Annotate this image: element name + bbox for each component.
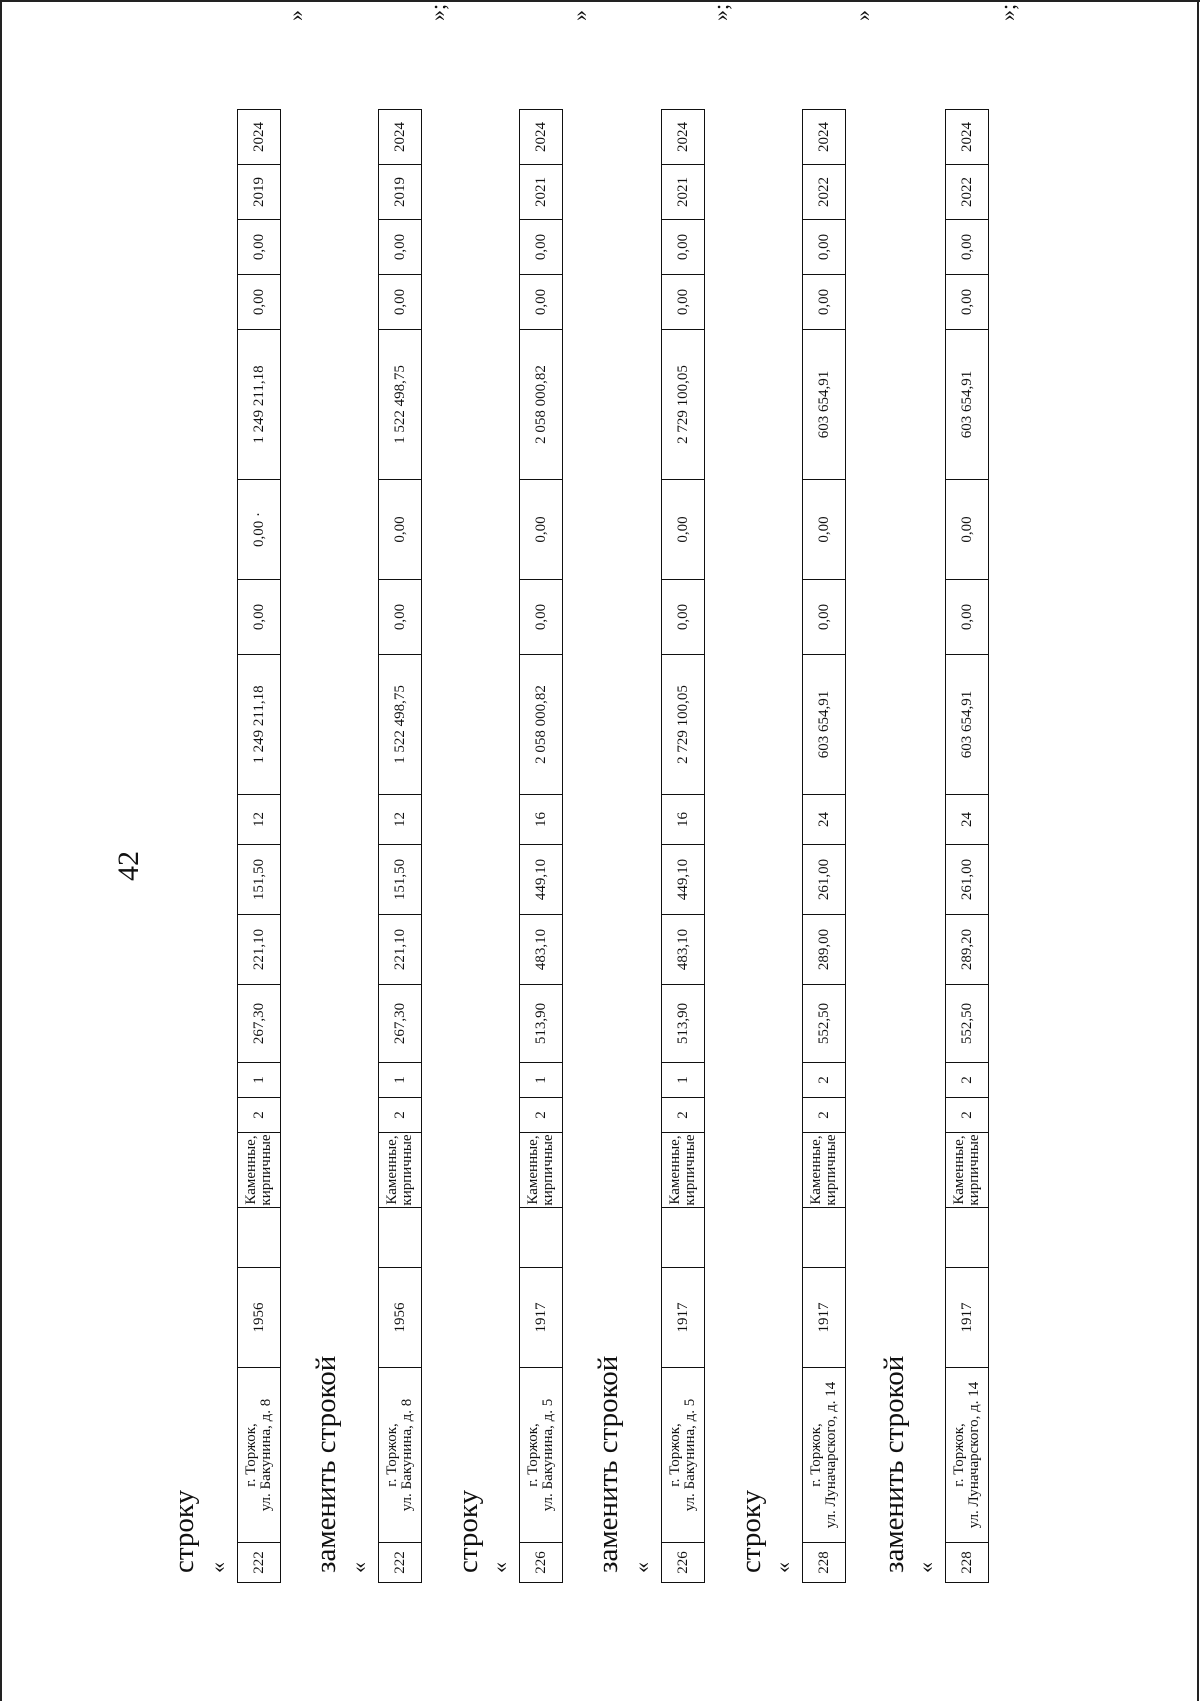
cell-address — [238, 1368, 281, 1543]
cell-owners-funds: 0,00 — [379, 275, 422, 330]
address-line1: г. Торжок, — [525, 1423, 541, 1487]
cell-subject-budget: 0,00 — [662, 480, 705, 580]
cell-living-area: 483,10 — [662, 915, 705, 985]
cell-residents: 24 — [946, 795, 989, 845]
wall-line1: Каменные, — [951, 1135, 967, 1205]
cell-living-area: 221,10 — [238, 915, 281, 985]
cell-living-area: 483,10 — [520, 915, 563, 985]
cell-total-area: 513,90 — [520, 985, 563, 1063]
cell-fund: 0,00 — [662, 580, 705, 655]
wall-line1: Каменные, — [808, 1135, 824, 1205]
open-quote: « — [205, 1562, 230, 1573]
address-line1: г. Торжок, — [667, 1423, 683, 1487]
wall-line1: Каменные, — [384, 1135, 400, 1205]
data-table-row — [519, 109, 563, 1583]
cell-fund: 0,00 — [520, 580, 563, 655]
cell-planned-completion: 2024 — [662, 110, 705, 165]
page-number: 42 — [112, 851, 145, 881]
cell-floors: 2 — [238, 1098, 281, 1133]
cell-total-area: 552,50 — [946, 985, 989, 1063]
cell-wall-material — [662, 1133, 705, 1208]
cell-entrances: 2 — [946, 1063, 989, 1098]
data-table-row — [237, 109, 281, 1583]
cell-living-area-private: 151,50 — [238, 845, 281, 915]
cell-total-area: 267,30 — [379, 985, 422, 1063]
cell-floors: 2 — [803, 1098, 846, 1133]
cell-last-overhaul: 2021 — [662, 165, 705, 220]
cell-entrances: 1 — [238, 1063, 281, 1098]
block-label: строку — [452, 1489, 484, 1573]
cell-other-funds: 0,00 — [520, 220, 563, 275]
cell-last-overhaul: 2022 — [946, 165, 989, 220]
wall-line2: кирпичные — [823, 1134, 839, 1206]
cell-local-budget: 1 522 498,75 — [379, 330, 422, 480]
cell-wall-material — [379, 1133, 422, 1208]
address-line2: ул. Луначарского, д. 14 — [966, 1381, 982, 1529]
cell-living-area: 289,00 — [803, 915, 846, 985]
cell-owners-funds: 0,00 — [946, 275, 989, 330]
cell-address — [520, 1368, 563, 1543]
cell-subject-budget: 0,00 — [520, 480, 563, 580]
open-quote: « — [487, 1562, 512, 1573]
cell-year: 1917 — [803, 1268, 846, 1368]
cell-owners-funds: 0,00 — [238, 275, 281, 330]
cell-subject-budget: 0,00 · — [238, 480, 281, 580]
cell-other-funds: 0,00 — [238, 220, 281, 275]
cell-num: 226 — [662, 1543, 705, 1583]
close-quote: » — [850, 10, 875, 21]
cell-num: 228 — [803, 1543, 846, 1583]
cell-fund: 0,00 — [946, 580, 989, 655]
data-table-row — [378, 109, 422, 1583]
block-label: заменить строкой — [310, 1355, 342, 1573]
cell-planned-completion: 2024 — [238, 110, 281, 165]
wall-line2: кирпичные — [966, 1134, 982, 1206]
close-quote: »; — [708, 3, 733, 21]
cell-address — [946, 1368, 989, 1543]
cell-last-overhaul: 2022 — [803, 165, 846, 220]
cell-year: 1917 — [520, 1268, 563, 1368]
address-line1: г. Торжок, — [384, 1423, 400, 1487]
cell-entrances: 1 — [520, 1063, 563, 1098]
cell-other-funds: 0,00 — [379, 220, 422, 275]
address-line2: ул. Луначарского, д. 14 — [823, 1381, 839, 1529]
address-line1: г. Торжок, — [243, 1423, 259, 1487]
cell-empty — [379, 1208, 422, 1268]
close-quote: »; — [995, 3, 1020, 21]
open-quote: « — [913, 1562, 938, 1573]
cell-entrances: 1 — [379, 1063, 422, 1098]
cell-living-area: 289,20 — [946, 915, 989, 985]
cell-subject-budget: 0,00 — [946, 480, 989, 580]
cell-owners-funds: 0,00 — [520, 275, 563, 330]
wall-line2: кирпичные — [399, 1134, 415, 1206]
cell-empty — [946, 1208, 989, 1268]
cell-num: 228 — [946, 1543, 989, 1583]
cell-local-budget: 2 729 100,05 — [662, 330, 705, 480]
cell-empty — [238, 1208, 281, 1268]
cell-last-overhaul: 2019 — [238, 165, 281, 220]
address-line1: г. Торжок, — [951, 1423, 967, 1487]
cell-residents: 24 — [803, 795, 846, 845]
cell-total-area: 267,30 — [238, 985, 281, 1063]
cell-planned-completion: 2024 — [379, 110, 422, 165]
cell-last-overhaul: 2021 — [520, 165, 563, 220]
cell-total-area: 552,50 — [803, 985, 846, 1063]
close-quote: » — [283, 10, 308, 21]
cell-num: 226 — [520, 1543, 563, 1583]
data-table-row — [802, 109, 846, 1583]
address-line1: г. Торжок, — [808, 1423, 824, 1487]
cell-wall-material — [520, 1133, 563, 1208]
cell-entrances: 1 — [662, 1063, 705, 1098]
cell-floors: 2 — [662, 1098, 705, 1133]
cell-living-area-private: 261,00 — [946, 845, 989, 915]
cell-wall-material — [238, 1133, 281, 1208]
cell-living-area-private: 151,50 — [379, 845, 422, 915]
wall-line1: Каменные, — [243, 1135, 259, 1205]
cell-residents: 16 — [520, 795, 563, 845]
cell-num: 222 — [238, 1543, 281, 1583]
cell-local-budget: 1 249 211,18 — [238, 330, 281, 480]
cell-owners-funds: 0,00 — [662, 275, 705, 330]
cell-living-area-private: 449,10 — [662, 845, 705, 915]
cell-residents: 16 — [662, 795, 705, 845]
address-line2: ул. Бакунина, д. 8 — [258, 1398, 274, 1512]
block-label: заменить строкой — [592, 1355, 624, 1573]
cell-total-cost: 603 654,91 — [946, 655, 989, 795]
cell-year: 1956 — [379, 1268, 422, 1368]
cell-total-cost: 1 249 211,18 — [238, 655, 281, 795]
cell-residents: 12 — [238, 795, 281, 845]
cell-residents: 12 — [379, 795, 422, 845]
wall-line1: Каменные, — [667, 1135, 683, 1205]
cell-local-budget: 603 654,91 — [803, 330, 846, 480]
wall-line2: кирпичные — [682, 1134, 698, 1206]
open-quote: « — [770, 1562, 795, 1573]
cell-last-overhaul: 2019 — [379, 165, 422, 220]
cell-planned-completion: 2024 — [520, 110, 563, 165]
cell-living-area-private: 261,00 — [803, 845, 846, 915]
wall-line1: Каменные, — [525, 1135, 541, 1205]
cell-empty — [520, 1208, 563, 1268]
cell-total-cost: 2 729 100,05 — [662, 655, 705, 795]
close-quote: »; — [425, 3, 450, 21]
cell-other-funds: 0,00 — [803, 220, 846, 275]
cell-total-cost: 2 058 000,82 — [520, 655, 563, 795]
cell-empty — [803, 1208, 846, 1268]
cell-floors: 2 — [379, 1098, 422, 1133]
cell-floors: 2 — [946, 1098, 989, 1133]
cell-year: 1917 — [662, 1268, 705, 1368]
cell-address — [379, 1368, 422, 1543]
cell-address — [803, 1368, 846, 1543]
cell-empty — [662, 1208, 705, 1268]
address-line2: ул. Бакунина, д. 5 — [682, 1398, 698, 1512]
address-line2: ул. Бакунина, д. 5 — [540, 1398, 556, 1512]
cell-fund: 0,00 — [379, 580, 422, 655]
cell-floors: 2 — [520, 1098, 563, 1133]
cell-subject-budget: 0,00 — [379, 480, 422, 580]
cell-address — [662, 1368, 705, 1543]
cell-local-budget: 603 654,91 — [946, 330, 989, 480]
cell-subject-budget: 0,00 — [803, 480, 846, 580]
cell-planned-completion: 2024 — [946, 110, 989, 165]
cell-planned-completion: 2024 — [803, 110, 846, 165]
cell-entrances: 2 — [803, 1063, 846, 1098]
cell-year: 1956 — [238, 1268, 281, 1368]
cell-total-area: 513,90 — [662, 985, 705, 1063]
address-line2: ул. Бакунина, д. 8 — [399, 1398, 415, 1512]
block-label: заменить строкой — [878, 1355, 910, 1573]
cell-living-area-private: 449,10 — [520, 845, 563, 915]
cell-living-area: 221,10 — [379, 915, 422, 985]
data-table-row — [945, 109, 989, 1583]
wall-line2: кирпичные — [258, 1134, 274, 1206]
cell-fund: 0,00 — [803, 580, 846, 655]
wall-line2: кирпичные — [540, 1134, 556, 1206]
open-quote: « — [629, 1562, 654, 1573]
cell-other-funds: 0,00 — [946, 220, 989, 275]
block-label: строку — [735, 1489, 767, 1573]
cell-owners-funds: 0,00 — [803, 275, 846, 330]
cell-other-funds: 0,00 — [662, 220, 705, 275]
cell-wall-material — [946, 1133, 989, 1208]
cell-fund: 0,00 — [238, 580, 281, 655]
cell-local-budget: 2 058 000,82 — [520, 330, 563, 480]
cell-total-cost: 1 522 498,75 — [379, 655, 422, 795]
cell-total-cost: 603 654,91 — [803, 655, 846, 795]
cell-year: 1917 — [946, 1268, 989, 1368]
close-quote: » — [567, 10, 592, 21]
cell-wall-material — [803, 1133, 846, 1208]
cell-num: 222 — [379, 1543, 422, 1583]
open-quote: « — [346, 1562, 371, 1573]
data-table-row — [661, 109, 705, 1583]
block-label: строку — [168, 1489, 200, 1573]
